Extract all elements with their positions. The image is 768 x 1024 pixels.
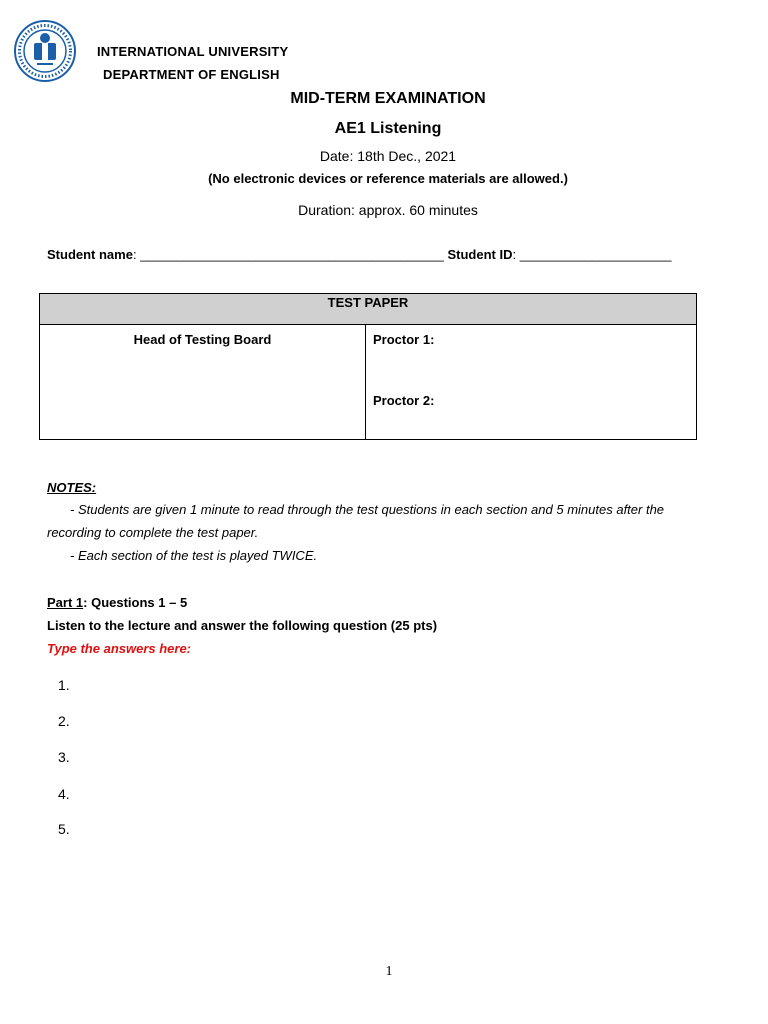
exam-title: MID-TERM EXAMINATION xyxy=(290,90,486,107)
student-name-label: Student name xyxy=(47,247,133,262)
student-name-field[interactable]: : __________________________________________ xyxy=(132,247,448,262)
exam-date: Date: 18th Dec., 2021 xyxy=(319,148,457,164)
head-board-label: Head of Testing Board xyxy=(133,332,272,347)
answer-line-3[interactable]: 3. xyxy=(58,749,70,765)
student-id-label: Student ID xyxy=(447,247,513,262)
test-paper-heading: TEST PAPER xyxy=(327,295,409,310)
department-name: DEPARTMENT OF ENGLISH xyxy=(103,67,280,82)
university-logo xyxy=(13,19,77,83)
exam-rules: (No electronic devices or reference materials are allowed.) xyxy=(208,171,568,186)
exam-duration: Duration: approx. 60 minutes xyxy=(298,202,478,218)
student-info-line xyxy=(47,247,672,262)
head-board-cell xyxy=(40,325,366,440)
university-seal-icon xyxy=(13,19,77,83)
answer-line-5[interactable]: 5. xyxy=(58,821,70,837)
exam-subject: AE1 Listening xyxy=(334,120,442,137)
answer-line-4[interactable]: 4. xyxy=(58,786,70,802)
part-1-heading xyxy=(47,595,187,610)
answer-line-1[interactable]: 1. xyxy=(58,677,70,693)
part-1-label: Part 1 xyxy=(47,595,84,610)
test-paper-table xyxy=(39,293,697,440)
notes-heading: NOTES: xyxy=(47,480,97,495)
proctor-2-label: Proctor 2: xyxy=(373,393,435,408)
proctor-1-label: Proctor 1: xyxy=(373,332,435,347)
note-2: - Each section of the test is played TWICE. xyxy=(70,548,318,563)
answer-line-2[interactable]: 2. xyxy=(58,713,70,729)
note-1-line-1: - Students are given 1 minute to read through the test questions in each section and 5 minutes after the xyxy=(70,502,665,517)
test-paper-heading-cell xyxy=(40,294,697,325)
note-1-line-2: recording to complete the test paper. xyxy=(47,525,259,540)
type-answers-prompt: Type the answers here: xyxy=(47,641,192,656)
part-1-instruction: Listen to the lecture and answer the following question (25 pts) xyxy=(47,618,438,633)
proctor-cell xyxy=(366,325,697,440)
university-name: INTERNATIONAL UNIVERSITY xyxy=(97,44,289,59)
student-id-field[interactable]: : _____________________ xyxy=(512,247,672,262)
part-1-title: : Questions 1 – 5 xyxy=(83,595,188,610)
page-number: 1 xyxy=(385,964,393,979)
